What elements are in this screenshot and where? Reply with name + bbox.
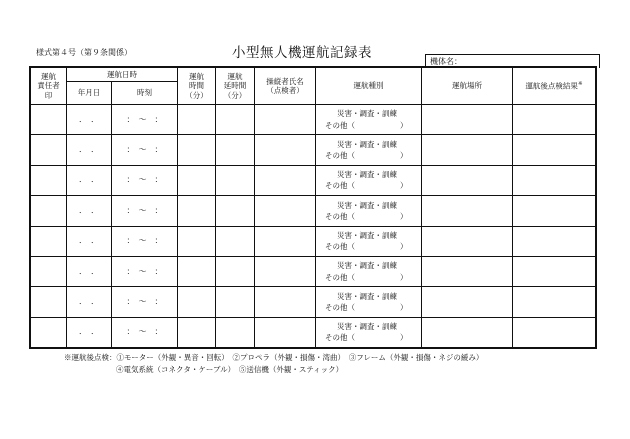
cumulative-cell[interactable] [216,256,255,286]
duration-cell[interactable] [178,317,216,347]
table-row [31,256,596,286]
duration-cell[interactable] [178,226,216,256]
date-cell[interactable]: ． ． [67,226,112,256]
kind-other: その他（ ） [325,303,408,313]
date-cell[interactable]: ． ． [67,287,112,317]
table-row [31,287,596,317]
table-row [31,105,596,135]
time-cell[interactable]: ： ～ ： [112,105,178,135]
inspection-cell[interactable] [513,105,596,135]
cumulative-cell[interactable] [216,135,255,165]
form-number: 様式第４号（第９条関係） [36,48,132,57]
header-place: 運航場所 [422,68,513,105]
operator-cell[interactable] [255,165,316,195]
place-cell[interactable] [422,317,513,347]
date-cell[interactable]: ． ． [67,105,112,135]
time-cell[interactable]: ： ～ ： [112,165,178,195]
place-cell[interactable] [422,196,513,226]
aircraft-name-field[interactable] [425,54,600,68]
kind-other: その他（ ） [325,211,408,221]
duration-cell[interactable] [178,256,216,286]
table-row [31,135,596,165]
cumulative-cell[interactable] [216,226,255,256]
kind-other: その他（ ） [325,120,408,130]
page-title: 小型無人機運航記録表 [232,45,372,61]
flight-log-table [30,67,596,348]
time-cell[interactable]: ： ～ ： [112,256,178,286]
inspection-cell[interactable] [513,165,596,195]
time-cell[interactable]: ： ～ ： [112,287,178,317]
inspection-cell[interactable] [513,317,596,347]
kind-cell[interactable] [316,165,422,195]
table-row [31,165,596,195]
place-cell[interactable] [422,165,513,195]
header-datetime: 運航日時 [67,68,178,82]
kind-options: 災害・調査・訓練 [337,322,397,332]
notes-line-2: ④電気系統（コネクタ・ケーブル） ⑤送信機（外観・スティック） [116,365,344,374]
table-row [31,317,596,347]
duration-cell[interactable] [178,135,216,165]
responsible-cell[interactable] [31,105,67,135]
kind-cell[interactable] [316,226,422,256]
responsible-cell[interactable] [31,287,67,317]
kind-cell[interactable] [316,317,422,347]
place-cell[interactable] [422,226,513,256]
header-kind: 運航種別 [316,68,422,105]
header-inspection: 運航後点検結果※ [513,68,596,105]
duration-cell[interactable] [178,105,216,135]
time-cell[interactable]: ： ～ ： [112,135,178,165]
responsible-cell[interactable] [31,165,67,195]
kind-options: 災害・調査・訓練 [337,200,397,210]
table-row [31,226,596,256]
header-responsible: 運航 責任者 印 [31,68,67,105]
kind-cell[interactable] [316,256,422,286]
inspection-cell[interactable] [513,135,596,165]
kind-other: その他（ ） [325,151,408,161]
note-mark: ※ [577,81,583,88]
responsible-cell[interactable] [31,196,67,226]
cumulative-cell[interactable] [216,196,255,226]
responsible-cell[interactable] [31,256,67,286]
table-row [31,196,596,226]
duration-cell[interactable] [178,287,216,317]
kind-options: 災害・調査・訓練 [337,291,397,301]
kind-other: その他（ ） [325,242,408,252]
time-cell[interactable]: ： ～ ： [112,196,178,226]
kind-cell[interactable] [316,105,422,135]
operator-cell[interactable] [255,226,316,256]
inspection-cell[interactable] [513,226,596,256]
responsible-cell[interactable] [31,226,67,256]
operator-cell[interactable] [255,287,316,317]
date-cell[interactable]: ． ． [67,135,112,165]
kind-options: 災害・調査・訓練 [337,109,397,119]
place-cell[interactable] [422,135,513,165]
header-duration: 運航 時間 （分） [178,68,216,105]
responsible-cell[interactable] [31,135,67,165]
kind-other: その他（ ） [325,272,408,282]
duration-cell[interactable] [178,196,216,226]
cumulative-cell[interactable] [216,105,255,135]
inspection-cell[interactable] [513,256,596,286]
inspection-cell[interactable] [513,287,596,317]
cumulative-cell[interactable] [216,317,255,347]
operator-cell[interactable] [255,105,316,135]
header-cumulative: 運航 延時間 （分） [216,68,255,105]
cumulative-cell[interactable] [216,165,255,195]
operator-cell[interactable] [255,135,316,165]
kind-options: 災害・調査・訓練 [337,170,397,180]
aircraft-name-label: 機体名： [430,57,462,66]
duration-cell[interactable] [178,165,216,195]
kind-other: その他（ ） [325,333,408,343]
notes-line-1: ※運航後点検：①モーター（外観・異音・回転） ②プロペラ（外観・損傷・湾曲） ③フレーム（外観・損傷・ネジの緩み） [64,353,484,362]
time-cell[interactable]: ： ～ ： [112,317,178,347]
kind-cell[interactable] [316,135,422,165]
inspection-notes [64,352,483,376]
place-cell[interactable] [422,105,513,135]
place-cell[interactable] [422,287,513,317]
place-cell[interactable] [422,256,513,286]
operator-cell[interactable] [255,317,316,347]
kind-cell[interactable] [316,287,422,317]
operator-cell[interactable] [255,256,316,286]
inspection-cell[interactable] [513,196,596,226]
date-cell[interactable]: ． ． [67,196,112,226]
kind-cell[interactable] [316,196,422,226]
cumulative-cell[interactable] [216,287,255,317]
date-cell[interactable]: ． ． [67,165,112,195]
time-cell[interactable]: ： ～ ： [112,226,178,256]
kind-options: 災害・調査・訓練 [337,231,397,240]
date-cell[interactable]: ． ． [67,317,112,347]
kind-options: 災害・調査・訓練 [337,261,397,271]
kind-options: 災害・調査・訓練 [337,139,397,149]
header-time: 時刻 [112,82,178,105]
header-date: 年月日 [67,82,112,105]
header-operator: 操縦者氏名 （点検者） [255,68,316,105]
kind-other: その他（ ） [325,181,408,191]
operator-cell[interactable] [255,196,316,226]
responsible-cell[interactable] [31,317,67,347]
date-cell[interactable]: ． ． [67,256,112,286]
